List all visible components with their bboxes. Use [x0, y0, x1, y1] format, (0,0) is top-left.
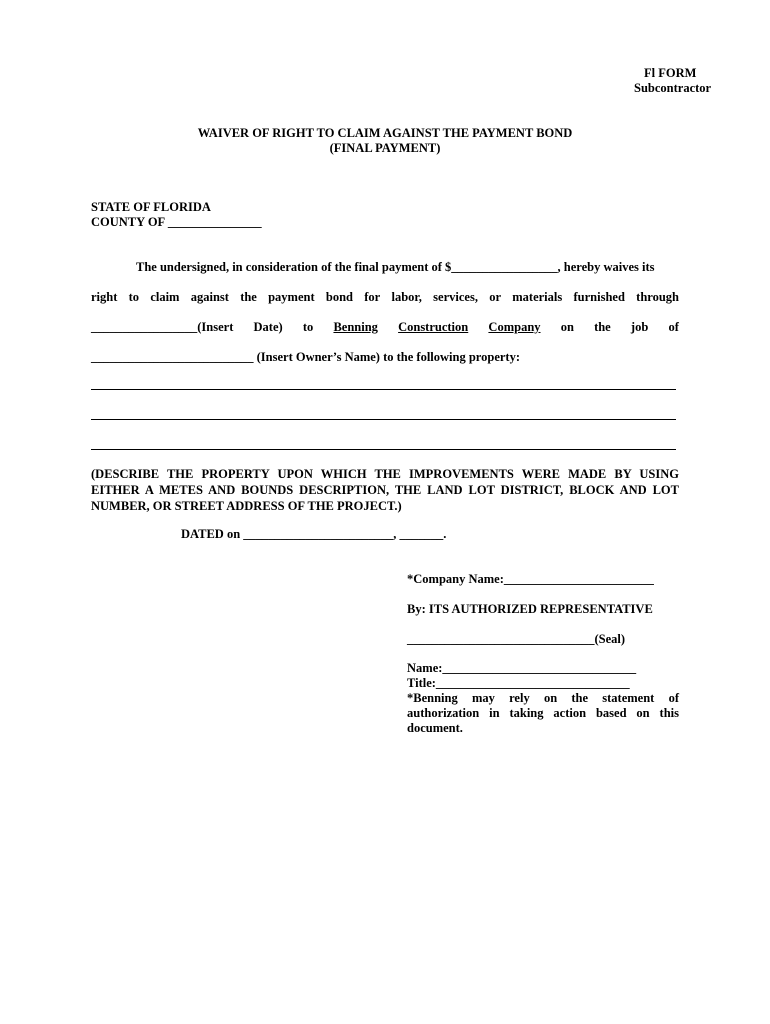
name-field: Name:_______________________________: [407, 661, 637, 675]
property-description-instruction: (DESCRIBE THE PROPERTY UPON WHICH THE IMPROVEMENTS WERE MADE BY USING EITHER A METES AND BOUNDS DESCRIPTION, THE LAND LOT DISTRICT, BLOCK AND LOT NUMBER, OR STREET ADDRESS OF THE PROJECT.): [91, 467, 679, 513]
date-blank: _________________(Insert: [91, 320, 234, 334]
seal-line: ______________________________(Seal): [407, 632, 626, 646]
state-label: STATE OF FLORIDA: [91, 200, 211, 214]
word: to: [128, 290, 140, 304]
authorization-note: *Benning may rely on the statement of authorization in taking action based on this document.: [407, 691, 679, 735]
body-line-2: [91, 290, 679, 305]
authorized-representative: By: ITS AUTHORIZED REPRESENTATIVE: [407, 602, 653, 616]
body-line-1: [136, 260, 679, 275]
word: payment: [268, 290, 315, 304]
word: on: [560, 320, 574, 334]
body-line-3: [91, 320, 679, 335]
property-line-2: [91, 419, 676, 420]
word: to: [302, 320, 314, 334]
company-name-field: *Company Name:________________________: [407, 572, 654, 586]
company-name-word: Benning: [333, 320, 378, 334]
dated-value: ________________________, _______.: [243, 527, 447, 541]
property-line-1: [91, 389, 676, 390]
title-field: Title:_______________________________: [407, 676, 630, 690]
form-id: Fl FORM: [644, 66, 697, 80]
word: against: [190, 290, 229, 304]
word: labor,: [391, 290, 422, 304]
date-label: Date): [253, 320, 283, 334]
dated-row: [181, 527, 446, 542]
word: job: [630, 320, 649, 334]
body-line-1-text: The undersigned, in consideration of the final payment of $_________________, hereby waives its: [136, 260, 655, 274]
company-name-word: Construction: [398, 320, 469, 334]
form-type: Subcontractor: [634, 81, 712, 95]
document-title: WAIVER OF RIGHT TO CLAIM AGAINST THE PAYMENT BOND: [197, 126, 573, 140]
word: services,: [433, 290, 478, 304]
word: of: [668, 320, 679, 334]
word: materials: [512, 290, 563, 304]
word: through: [636, 290, 679, 304]
document-subtitle: (FINAL PAYMENT): [329, 141, 441, 155]
word: the: [240, 290, 257, 304]
body-line-4: __________________________ (Insert Owner’s Name) to the following property:: [91, 350, 520, 364]
word: for: [364, 290, 381, 304]
dated-label: DATED on: [181, 527, 241, 541]
company-name-word: Company: [488, 320, 541, 334]
property-line-3: [91, 449, 676, 450]
word: claim: [150, 290, 180, 304]
word: furnished: [573, 290, 625, 304]
word: or: [489, 290, 502, 304]
word: right: [91, 290, 118, 304]
word: bond: [325, 290, 353, 304]
county-label: COUNTY OF _______________: [91, 215, 262, 229]
word: the: [594, 320, 611, 334]
